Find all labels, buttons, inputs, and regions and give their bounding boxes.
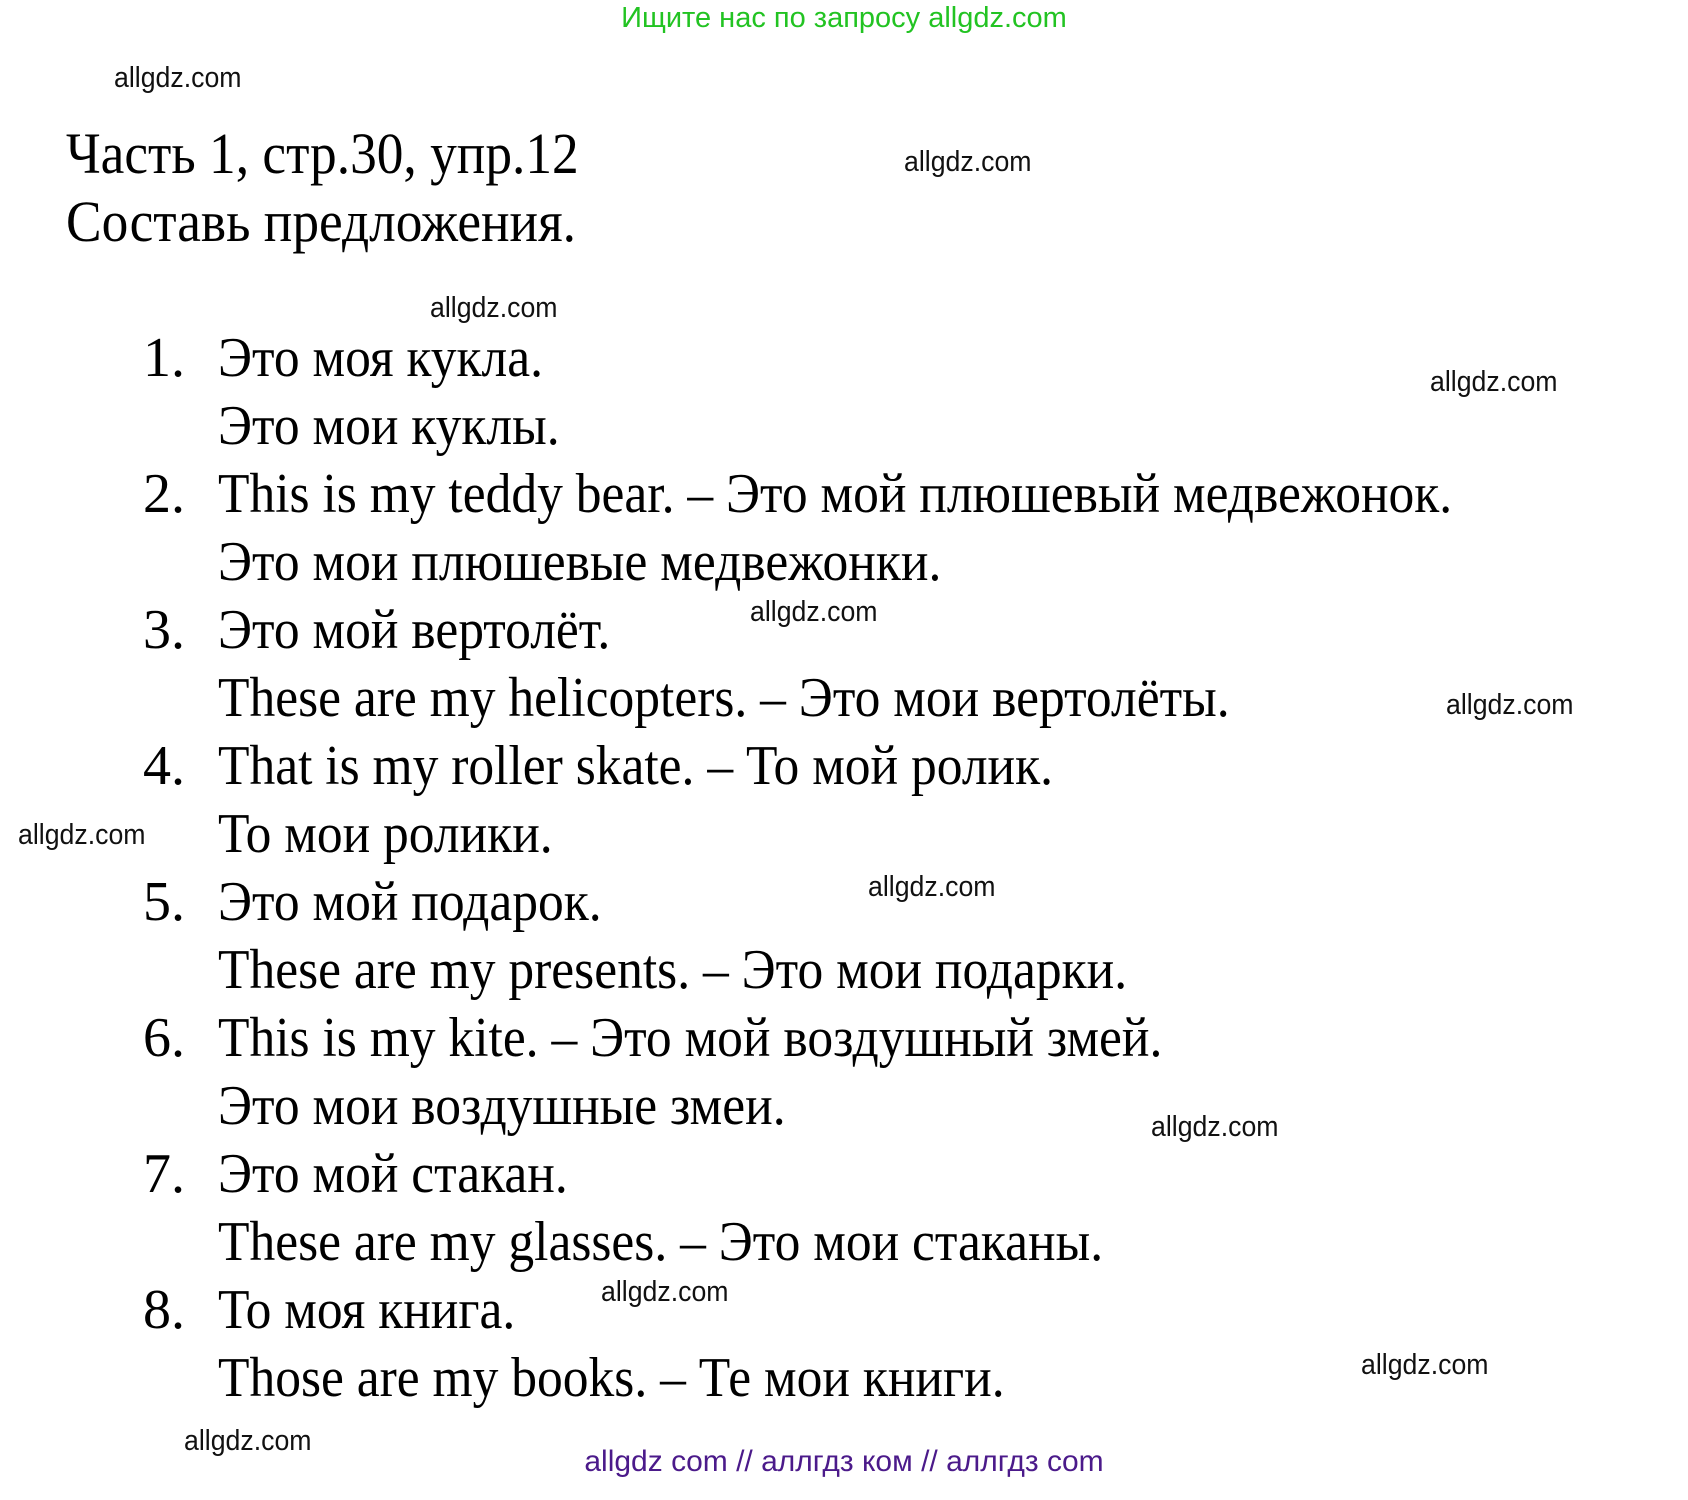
item-number: 4.	[143, 735, 185, 797]
page-title: Часть 1, стр.30, упр.12	[66, 121, 579, 186]
item-line: Это мои плюшевые медвежонки.	[218, 531, 942, 593]
item-line: Это мои куклы.	[218, 395, 560, 457]
item-line: Это мой вертолёт.	[218, 599, 611, 661]
watermark: allgdz.com	[601, 1276, 729, 1308]
item-number: 5.	[143, 871, 185, 933]
item-line: То моя книга.	[218, 1279, 516, 1341]
item-line: These are my helicopters. – Это мои вертолёты.	[218, 667, 1230, 729]
watermark: allgdz.com	[1430, 366, 1558, 398]
item-number: 8.	[143, 1279, 185, 1341]
watermark: allgdz.com	[1361, 1349, 1489, 1381]
item-number: 6.	[143, 1007, 185, 1069]
item-line: Это мой подарок.	[218, 871, 602, 933]
item-line: This is my teddy bear. – Это мой плюшевый медвежонок.	[218, 463, 1453, 525]
watermark: allgdz.com	[430, 292, 558, 324]
item-line: То мои ролики.	[218, 803, 553, 865]
instruction: Составь предложения.	[66, 189, 576, 254]
watermark: allgdz.com	[904, 146, 1032, 178]
item-number: 7.	[143, 1143, 185, 1205]
watermark: allgdz.com	[750, 596, 878, 628]
item-number: 1.	[143, 327, 185, 389]
watermark: allgdz.com	[18, 819, 146, 851]
item-line: Это моя кукла.	[218, 327, 544, 389]
item-line: These are my glasses. – Это мои стаканы.	[218, 1211, 1104, 1273]
watermark: allgdz.com	[1151, 1111, 1279, 1143]
item-line: That is my roller skate. – То мой ролик.	[218, 735, 1054, 797]
item-line: These are my presents. – Это мои подарки.	[218, 939, 1128, 1001]
watermark: allgdz.com	[184, 1425, 312, 1457]
item-line: Это мой стакан.	[218, 1143, 568, 1205]
footer-watermark: allgdz com // аллгдз ком // аллгдз com	[584, 1445, 1104, 1478]
watermark: allgdz.com	[114, 62, 242, 94]
watermark: allgdz.com	[1446, 689, 1574, 721]
item-line: Это мои воздушные змеи.	[218, 1075, 786, 1137]
watermark: allgdz.com	[868, 871, 996, 903]
search-banner: Ищите нас по запросу allgdz.com	[621, 2, 1067, 34]
item-line: Those are my books. – Те мои книги.	[218, 1347, 1005, 1409]
item-number: 3.	[143, 599, 185, 661]
item-number: 2.	[143, 463, 185, 525]
item-line: This is my kite. – Это мой воздушный змей.	[218, 1007, 1163, 1069]
